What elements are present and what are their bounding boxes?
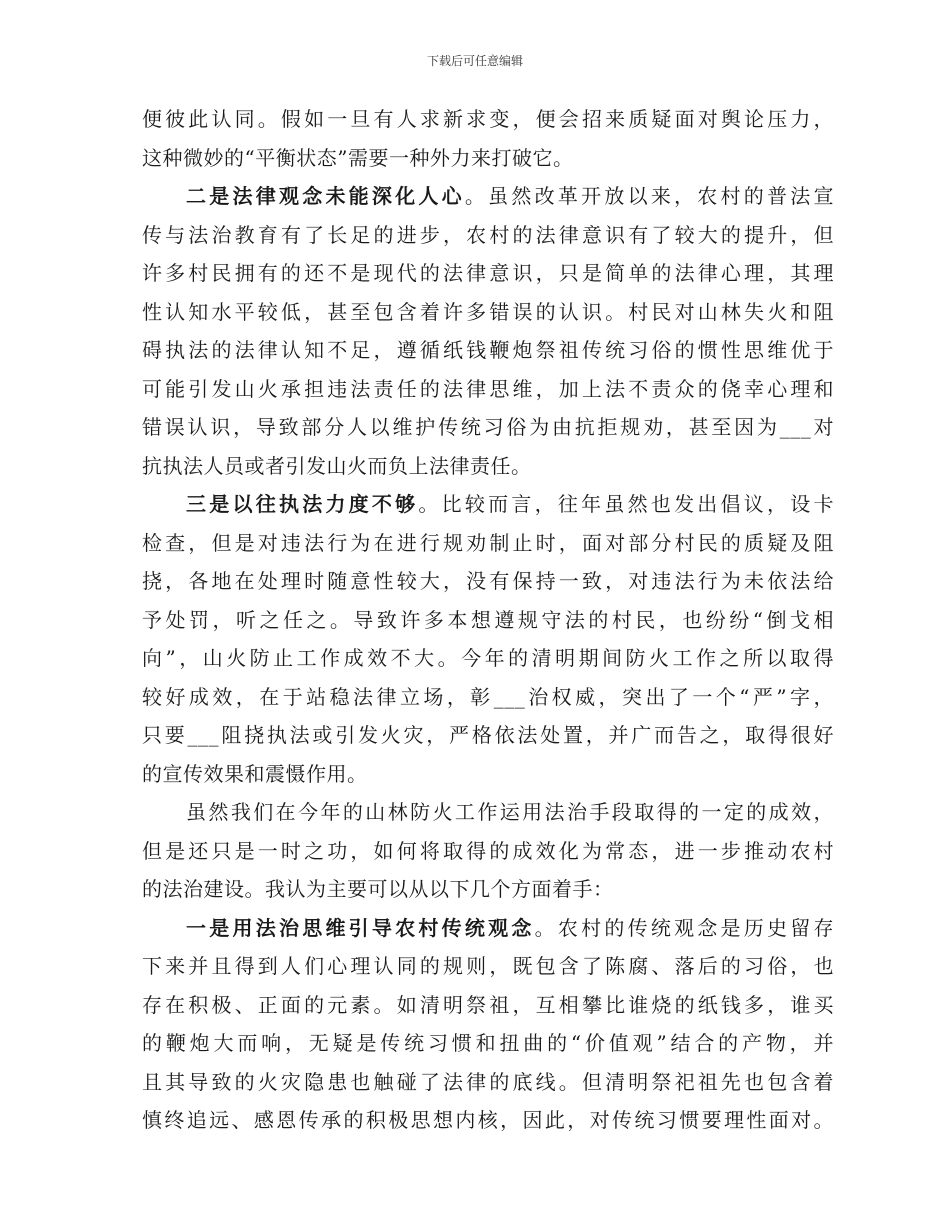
paragraph-heading: 二是法律观念未能深化人心 [186, 184, 465, 208]
text-line: 传与法治教育有了长足的进步，农村的法律意识有了较大的提升，但 [142, 222, 834, 247]
paragraph [142, 909, 834, 1140]
text-line: 便彼此认同。假如一旦有人求新求变，便会招来质疑面对舆论压力， [142, 107, 834, 131]
text-line: 向”，山火防止工作成效不大。今年的清明期间防火工作之所以取得 [142, 646, 834, 670]
text-line: 下来并且得到人们心理认同的规则，既包含了陈腐、落后的习俗，也 [142, 954, 834, 978]
text-line: 挠，各地在处理时随意性较大，没有保持一致，对违法行为未依法给 [142, 569, 834, 593]
text-line: 许多村民拥有的还不是现代的法律意识，只是简单的法律心理，其理 [142, 261, 834, 285]
text-line: 较好成效，在于站稳法律立场，彰___治权威，突出了一个“严”字， [142, 684, 834, 709]
text-line: 的法治建设。我认为主要可以从以下几个方面着手： [142, 877, 614, 901]
text-line: 予处罚，听之任之。导致许多本想遵规守法的村民，也纷纷“倒戈相 [142, 607, 834, 632]
text-line [142, 909, 834, 948]
text-line: 的宣传效果和震慑作用。 [142, 761, 368, 786]
text-span: 。比较而言，往年虽然也发出倡议，设卡 [418, 492, 835, 516]
text-line: 检查，但是对违法行为在进行规劝制止时，面对部分村民的质疑及阻 [142, 530, 834, 555]
paragraph [142, 485, 834, 793]
text-line: 且其导致的火灾隐患也触碰了法律的底线。但清明祭祀祖先也包含着 [142, 1069, 834, 1094]
text-line [142, 485, 834, 524]
text-line: 存在积极、正面的元素。如清明祭祖，互相攀比谁烧的纸钱多，谁买 [142, 992, 834, 1017]
text-span: 。虽然改革开放以来，农村的普法宣 [464, 184, 835, 208]
text-line: 慎终追远、感恩传承的积极思想内核，因此，对传统习惯要理性面对。 [142, 1108, 834, 1132]
text-line: 虽然我们在今年的山林防火工作运用法治手段取得的一定的成效， [186, 800, 834, 824]
text-span: 。农村的传统观念是历史留存 [534, 915, 835, 940]
text-line: 这种微妙的“平衡状态”需要一种外力来打破它。 [142, 145, 574, 170]
paragraph-heading: 一是用法治思维引导农村传统观念 [186, 915, 535, 940]
page-header: 下载后可任意编辑 [426, 54, 523, 68]
text-line: 性认知水平较低，甚至包含着许多错误的认识。村民对山林失火和阻 [142, 299, 834, 324]
text-line: 错误认识，导致部分人以维护传统习俗为由抗拒规劝，甚至因为___对 [142, 415, 834, 439]
text-line: 碍执法的法律认知不足，遵循纸钱鞭炮祭祖传统习俗的惯性思维优于 [142, 338, 834, 362]
text-line: 抗执法人员或者引发山火而负上法律责任。 [142, 453, 532, 478]
paragraph [142, 177, 834, 485]
text-line: 但是还只是一时之功，如何将取得的成效化为常态，进一步推动农村 [142, 838, 834, 863]
text-line [142, 177, 834, 216]
text-line: 的鞭炮大而响，无疑是传统习惯和扭曲的“价值观”结合的产物，并 [142, 1031, 834, 1055]
text-line: 只要___阻挠执法或引发火灾，严格依法处置，并广而告之，取得很好 [142, 723, 834, 747]
paragraph [142, 793, 834, 909]
paragraph [142, 100, 834, 177]
text-line: 可能引发山火承担违法责任的法律思维，加上法不责众的侥幸心理和 [142, 376, 834, 401]
document-body [142, 100, 834, 1140]
paragraph-heading: 三是以往执法力度不够 [186, 492, 419, 516]
